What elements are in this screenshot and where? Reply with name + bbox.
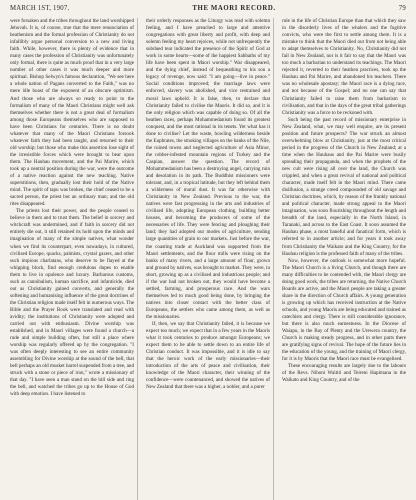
article-columns: [10, 18, 406, 500]
header-title: THE MAORI RECORD.: [192, 5, 276, 12]
column-1: [10, 18, 138, 500]
paragraph: rule in the life of Christian Europe than that which they saw in the disorderly lives of the whalers and the fugitive convicts, who were the first to settle among them. It is a mistake to think that the Maori died out from not being able to adapt themselves to Christianity. No, Christianity did not fail in New Zealand, nor is it fair to say that the Maori was too much a barbarian to understand its teachings. The Maori rejected it, reverted to their heathen practices, took up the Hauhau and Pai Marire, and abandoned his teachers. There was no wholesale apostasy; the Maori race is a dying race, and not because of the Gospel; and no one can say that Christianity failed to raise them from barbarism to civilisation, and that in the days of the great tribal gatherings Christianity was a force to be reckoned with.: [282, 18, 406, 116]
paragraph: their orderly responses as the Liturgy was read with solemn feeling, and I have preached to large and attentive congregations with great liberty and profit, with deep and solemn feeling my heart rejoices, while not unfrequently the subdued tear indicated the presence of the Spirit of God at work in some hearts—some of the happiest Sabbaths of my life have been spent in Maori worship." War disappeared, and the dying chief, instead of bequeathing to his son a legacy of revenge, now said: "I am going—live in peace." Social conditions improved; the marriage laws were enforced, slavery was abolished, and vice restrained and moral laws upheld. It is false, then, to declare that Christianity failed to civilise the Maoris. It did so, and it is the only religion which was capable of doing so. Of all the heathen races, perhaps Mohammedanism found its greatest conquest, and the most rational in its tenets. Yet what has it done to civilise? Let the waste, howling wilderness beside the Euphrates, the smoking villages on the banks of the Nile, the ruined towns and neglected agriculture of Asia Minor, the robber-infested mountain regions of Turkey and the Caspian, answer the question. The record of Mohammedanism has been a destroying angel, carrying ruin and desolation in its path. The Buddhist missioners were tolerant, and, in a tropical latitude, but they left behind them a wilderness of moral dust. It was far otherwise with Christianity in New Zealand. Previous to the war, the natives were fast progressing in the arts and industries of civilised life, adopting European clothing, building better houses, and becoming the producers of some of the necessaries of life. They were fencing and ploughing their land; they had adopted our modes of agriculture, sending large quantities of grain to our markets. Just before the war, the coasting trade at Auckland was supported from the Maori settlements, and the flour mills were rising on the banks of many rivers, and a large amount of flour, grown and ground by natives, was brought to market. They were, in short, growing up as a civilised and industrious people; and if the war had not broken out, they would have become a settled, farming, and prosperous race. And the wars themselves led to much good being done, by bringing the natives into closer contact with the better class of Europeans, the settlers who came among them, as well as the missionaries.: [146, 18, 270, 320]
paragraph: Now, however, the outlook is somewhat more hopeful. The Maori Church is a living Church, and though there are many difficulties to be contended with, the Maori clergy are doing good work, the tribes are returning, the Native Church Boards are active, and the Maori people are taking a greater share in the direction of Church affairs. A young generation is growing up which has received instruction at the Native schools, and young Maoris are being educated and trained as catechists and clergy. There is still considerable ignorance, but there is also much earnestness. In the Diocese of Waiapu, in the Bay of Plenty and the Urewera country, the Church is making steady progress, and in other parts there are gratifying signs of revival. The hope of the future lies in the education of the young, and the training of Maori clergy, for it is by Maoris that the Maori race must be evangelised.: [282, 257, 406, 363]
paragraph: These encouraging results are largely due to the labours of the Revs. Nihoni Waititi and Teireni Hapimana in the Waikato and King Country, and of the: [282, 363, 406, 384]
column-3: [282, 18, 406, 500]
paragraph: were forsaken and the tribes throughout the land worshipped Jehovah. It is, of course, true that the mere renunciation of heathenism and the formal profession of Christianity do not infallibly argue personal conversion to a new and living faith. While, however, there is plenty of evidence that in many cases the profession of Christianity was unfortunately only formal, there is quite as much proof that in a very large number of other cases it was much deeper and more spiritual. Bishop Selwyn's famous declaration, "We see here a whole nation of Pagans converted to the Faith," was no mere idle boast of the exponent of an obscure optimism. And those who are always so ready to point to the formalism of many of the Maori Christians might well ask themselves whether there is not a great deal of formalism among those Europeans themselves who are supposed to have been Christians for centuries. There is no doubt whatever that many of the Maori Christians forsook whatever faith they had been taught, and returned to their old worship; but those who make this assertion lose sight of the irresistible forces which were brought to bear upon them. The Hauhau movement, and the Pai Marire, which took up a neutral position during the war, were the outcome of a native reaction against the new teaching. Native superstitions, then, gradually lost their hold of the Native mind. The spirit of tapu was broken, the chief ceased to be a sacred person, the priest but an ordinary man; and the old rites disappeared.: [10, 18, 134, 208]
page-number: 79: [398, 5, 406, 12]
paragraph: Such being the past record of missionary enterprise in New Zealand, what, we may well enquire, are its present position and future prospects? The war struck an almost overwhelming blow at Christianity, just at the most critical period in the progress of the Church in New Zealand; at a time when the Hauhaus and the Pai Marire were busily spreading their propaganda, and when the prophets of the new cult were rising all over the land, the Church was crippled, and when a great revival of national and political character, made itself felt in the Maori mind. There came disillusion, a strange creed compounded of old savage and Christian doctrines, which, by reason of the frankly national and political character, made strong appeal to the Maori imagination, was soon flourishing throughout the length and breadth of the land, especially in the North Island, in Taranaki, and across to the East Coast. It soon assumed the Hauhau phase, a most baneful and fanatical form, which is referred to in another article; and for years it took away from Christianity the Waikato and the King Country, for the Hauhau religion is the professed faith of many of the tribes.: [282, 116, 406, 257]
paragraph: If, then, we say that Christianity failed, it is because we expect too much; we expect that in a few years in the Maoris what it took centuries to produce amongst Europeans; we expect them to be able to settle down to an entire life of Christian conduct. It was impossible, and it is idle to say that the heroic work of the early missionaries—their introduction of the arts of peace and civilisation, their knowledge of the Maori character, their winning of the confidence—were countenanced, and showed the natives of New Zealand that there was a higher, a nobler, and a purer: [146, 321, 270, 391]
paragraph: The priests lost their power, and the people ceased to believe in them and to trust them. The belief in sorcery and witchcraft was undermined, and if faith in sorcery did not entirely die out, it still retained its hold upon the minds and imagination of many of the simple natives, what wonder when we find its counterpart, even nowadays, in cultured, civilised Europe, quacks, palmists, crystal gazers, and other such impious charlatans, who deserve to be flayed at the whipping block, find enough credulous dupes to enable them to live in opulence and luxury. Barbarous customs, such as cannibalism, human sacrifice, and infanticide, died out as Christianity gained converts, and generally the softening and humanising influence of the great doctrines of the Christian religion made itself felt in numerous ways. The Bible and the Prayer Book were translated and read with avidity; the institutions of Christianity were adopted and carried out with enthusiasm. Divine worship was established, and in Maori villages were found a church—a rude and simple building often, but still a place where worship was regularly offered up by the congregation. "I was often deeply interesting to see an entire community assembling for Divine worship at the sound of the bell, that bell perhaps an old musket barrel suspended from a tree, and struck with a stone or piece of iron," wrote a missionary of that day. "I have seen a man stand on the hill side and ring the bell, and watched the tribes go up to the House of God with deep emotion. I have listened to: [10, 208, 134, 398]
header-date: MARCH 1ST, 1907.: [10, 5, 70, 12]
running-header: [10, 5, 406, 16]
column-2: [146, 18, 274, 500]
